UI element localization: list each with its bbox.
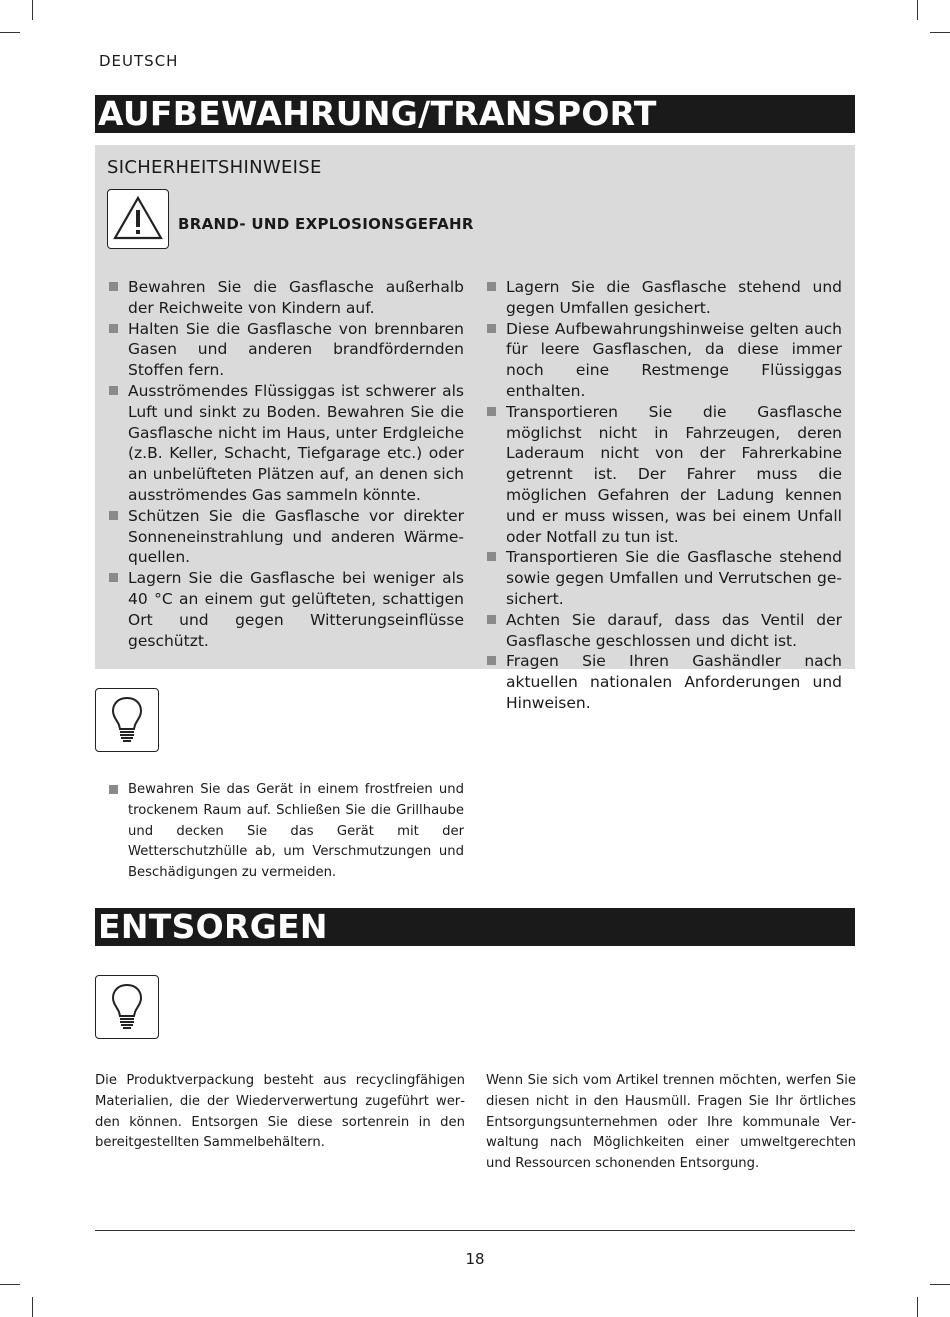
list-item: Lagern Sie die Gasflasche stehend und gegen Umfallen gesichert. <box>485 277 842 319</box>
footer-divider <box>95 1230 855 1231</box>
list-item: Transportieren Sie die Gasflasche möglichst nicht in Fahrzeugen, deren Laderaum nicht von der Fahrerkabine getrennt ist. Der Fahrer muss die möglichen Gefahren der Ladung kennen und er muss wissen, was bei einem Unfall oder Notfall zu tun ist. <box>485 402 842 548</box>
list-item: Achten Sie darauf, dass das Ventil der Gasflasche geschlossen und dicht ist. <box>485 610 842 652</box>
warning-triangle-icon <box>112 195 164 241</box>
list-item: Halten Sie die Gasflasche von brennbaren Gasen und anderen brandfördernden Stoffen fern. <box>107 319 464 381</box>
crop-mark <box>32 0 33 20</box>
crop-mark <box>930 32 950 33</box>
warning-label: BRAND- UND EXPLOSIONSGEFAHR <box>178 215 474 233</box>
lightbulb-icon <box>110 696 144 744</box>
list-item: Diese Aufbewahrungshinweise gelten auch für leere Gasflaschen, da diese immer noch eine Restmenge Flüssiggas enthalten. <box>485 319 842 402</box>
crop-mark <box>917 1297 918 1317</box>
list-item: Ausströmendes Flüssiggas ist schwerer als Luft und sinkt zu Boden. Bewahren Sie die Gasflasche nicht im Haus, unter Erdgleiche (z.B. Keller, Schacht, Tiefgarage etc.) oder an unbelüfteten Plätzen auf, an denen sich ausströmendes Gas sammeln könnte. <box>107 381 464 506</box>
safety-notes-box <box>95 145 855 712</box>
crop-mark <box>0 32 20 33</box>
page-number: 18 <box>465 1250 485 1268</box>
tip-icon-box <box>95 688 159 752</box>
section-title-disposal: ENTSORGEN <box>95 908 855 946</box>
safety-title: SICHERHEITSHINWEISE <box>107 157 322 178</box>
tip-list <box>107 780 464 884</box>
list-item: Fragen Sie Ihren Gashändler nach aktuellen nationalen Anforderungen und Hinweisen. <box>485 651 842 713</box>
list-item: Lagern Sie die Gasflasche bei weniger als 40 °C an einem gut gelüfteten, schattigen Ort und gegen Witterungseinflüsse geschützt. <box>107 568 464 651</box>
safety-list-left <box>107 277 464 651</box>
list-item: Schützen Sie die Gasflasche vor direkter Sonneneinstrahlung und anderen Wärmequellen. <box>107 506 464 568</box>
list-item: Bewahren Sie das Gerät in einem frostfreien und trockenem Raum auf. Schließen Sie die Grillhaube und decken Sie das Gerät mit der Wetterschutzhülle ab, um Verschmutzungen und Beschädigungen zu vermeiden. <box>107 780 464 884</box>
list-item: Bewahren Sie die Gasflasche außerhalb der Reichweite von Kindern auf. <box>107 277 464 319</box>
safety-list-right <box>485 277 842 714</box>
crop-mark <box>0 1284 20 1285</box>
tip-icon-box <box>95 975 159 1039</box>
warning-icon-box <box>107 189 169 249</box>
disposal-paragraph-left: Die Produktverpackung besteht aus recyclingfähigen Materialien, die der Wiederverwertung zugeführt werden können. Entsorgen Sie diese sortenrein in den bereitgestellten Sammelbehältern. <box>95 1073 465 1151</box>
section-title-storage: AUFBEWAHRUNG/TRANSPORT <box>95 95 855 133</box>
disposal-paragraph-right: Wenn Sie sich vom Artikel trennen möchten, werfen Sie diesen nicht in den Hausmüll. Fragen Sie Ihr örtliches Entsorgungsunternehmen oder Ihre kommunale Verwaltung nach Möglichkeiten einer umweltgerechten und Ressourcen schonenden Entsorgung. <box>486 1073 856 1172</box>
language-label: DEUTSCH <box>99 52 179 70</box>
crop-mark <box>32 1297 33 1317</box>
lightbulb-icon <box>110 983 144 1031</box>
crop-mark <box>917 0 918 20</box>
list-item: Transportieren Sie die Gasflasche stehend sowie gegen Umfallen und Verrutschen gesichert. <box>485 547 842 609</box>
crop-mark <box>930 1284 950 1285</box>
